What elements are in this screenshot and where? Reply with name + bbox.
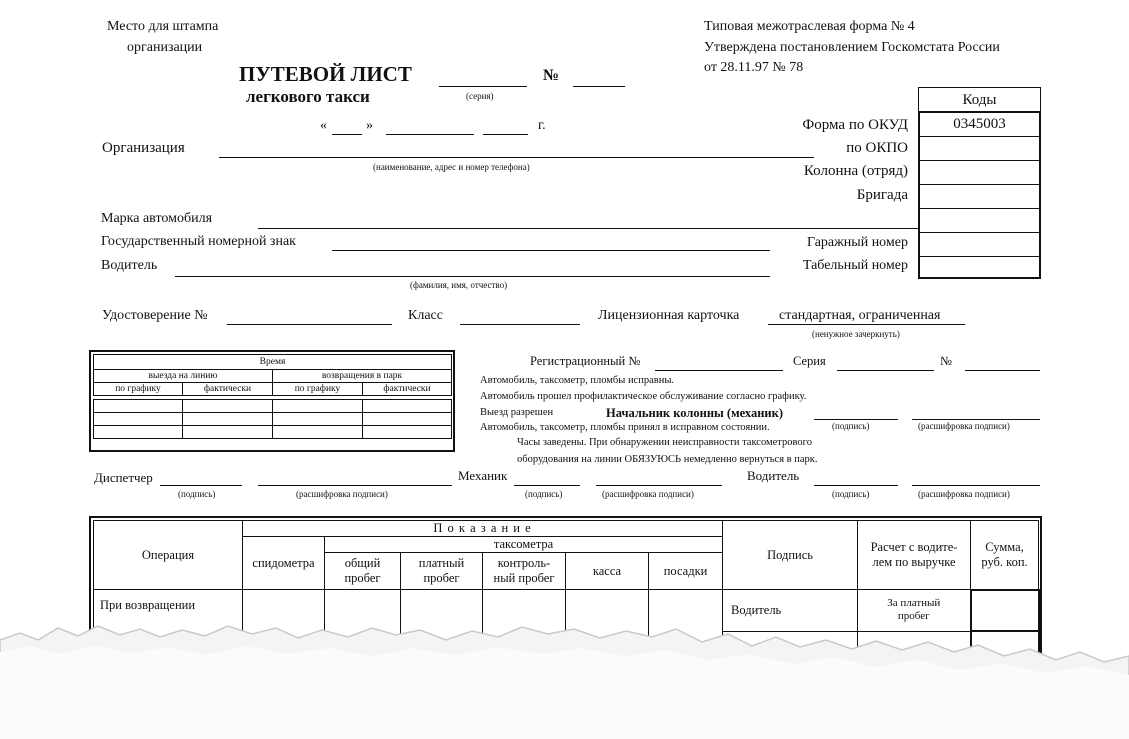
calc-header-line2: лем по выручке (872, 555, 956, 569)
return-actual: фактически (363, 383, 452, 396)
form-line2: Утверждена постановлением Госкомстата России (704, 40, 1000, 55)
car-brand-label: Марка автомобиля (101, 211, 213, 226)
plate-label: Государственный номерной знак (101, 234, 296, 249)
reg-line6: оборудования на линии ОБЯЗУЮСЬ немедленно вернуться в парк. (517, 454, 818, 465)
license-card-label: Лицензионная карточка (598, 308, 740, 323)
license-card-caption: (ненужное зачеркнуть) (812, 329, 900, 339)
driver-sign-label: Водитель (747, 468, 800, 483)
on-return-cell: При возвращении (94, 590, 243, 673)
for-paid-line1: За платный (887, 597, 941, 610)
driver-decode-caption: (расшифровка подписи) (918, 489, 1010, 499)
control-mileage-line1: контроль- (497, 556, 551, 570)
paid-mileage-line2: пробег (423, 571, 460, 585)
total-mileage-line2: пробег (344, 571, 381, 585)
okpo-label: по ОКПО (846, 140, 908, 156)
garage-number-label: Гаражный номер (806, 235, 908, 250)
driver-label: Водитель (101, 258, 158, 273)
control-mileage-line2: ный пробег (493, 571, 555, 585)
taximeter-header: таксометра (325, 537, 723, 553)
okud-value[interactable]: 0345003 (920, 113, 1039, 137)
reg-number-label: № (940, 354, 952, 368)
okud-label: Форма по ОКУД (802, 117, 908, 133)
page-title: ПУТЕВОЙ ЛИСТ (239, 62, 412, 86)
return-header: возвращения в парк (273, 370, 452, 383)
stamp-line1: Место для штампа (107, 19, 219, 34)
mechanic-label: Механик (458, 468, 508, 483)
dispatcher-signature-caption: (подпись) (178, 489, 216, 499)
time-title: Время (94, 355, 452, 370)
dispatcher-label: Диспетчер (94, 470, 153, 485)
sum-header-line2: руб. коп. (981, 554, 1028, 569)
license-label: Удостоверение № (102, 308, 208, 323)
series-caption: (серия) (466, 91, 494, 101)
for-paid-line2: пробег (897, 610, 930, 623)
driver-signature-caption: (подпись) (832, 489, 870, 499)
form-line3: от 28.11.97 № 78 (704, 60, 804, 75)
departure-actual: фактически (183, 383, 273, 396)
return-planned: по графику (273, 383, 363, 396)
license-card-value[interactable]: стандартная, ограниченная (779, 308, 941, 323)
year-suffix: г. (538, 118, 546, 133)
organization-label: Организация (102, 140, 185, 156)
reading-header: П о к а з а н и е (243, 521, 723, 537)
date-open-quote: « (320, 118, 327, 133)
organization-caption: (наименование, адрес и номер телефона) (373, 162, 530, 172)
operation-header: Операция (94, 521, 243, 590)
chief-decode-caption: (расшифровка подписи) (918, 421, 1010, 431)
mechanic-decode-caption: (расшифровка подписи) (602, 489, 694, 499)
driver-caption: (фамилия, имя, отчество) (410, 280, 508, 290)
page-subtitle: легкового такси (246, 87, 370, 106)
class-label: Класс (408, 308, 443, 323)
reg-line1: Автомобиль, таксометр, пломбы исправны. (480, 375, 675, 386)
reg-series-label: Серия (793, 354, 826, 368)
date-close-quote: » (366, 118, 373, 133)
codes-header: Коды (962, 92, 997, 108)
departure-header: выезда на линию (94, 370, 273, 383)
reg-line4: Автомобиль, таксометр, пломбы принял в исправном состоянии. (480, 422, 770, 433)
mechanic-signature-caption: (подпись) (525, 489, 563, 499)
chief-signature-caption: (подпись) (832, 421, 870, 431)
column-label: Колонна (отряд) (803, 163, 908, 179)
signature-header: Подпись (723, 521, 858, 590)
departure-planned: по графику (94, 383, 183, 396)
dispatcher-decode-caption: (расшифровка подписи) (296, 489, 388, 499)
driver-row1: Водитель (723, 590, 858, 632)
tab-number-label: Табельный номер (802, 258, 908, 273)
speedometer-header: спидометра (243, 537, 325, 590)
reg-label: Регистрационный № (530, 354, 641, 368)
stamp-line2: организации (127, 40, 203, 55)
sum-header-line1: Сумма, (985, 539, 1024, 554)
exit-allowed: Выезд разрешен (480, 407, 554, 418)
chief-label: Начальник колонны (механик) (606, 406, 783, 420)
number-sign: № (543, 67, 560, 84)
cash-header: касса (566, 553, 649, 590)
landings-header: посадки (649, 553, 723, 590)
brigade-label: Бригада (856, 187, 908, 203)
reg-line2: Автомобиль прошел профилактическое обслуживание согласно графику. (480, 391, 807, 402)
total-mileage-line1: общий (344, 556, 381, 570)
calc-header-line1: Расчет с водите- (870, 540, 958, 554)
reg-line5: Часы заведены. При обнаружении неисправности таксометрового (517, 437, 812, 448)
paid-mileage-line1: платный (418, 556, 465, 570)
form-line1: Типовая межотраслевая форма № 4 (704, 19, 915, 34)
